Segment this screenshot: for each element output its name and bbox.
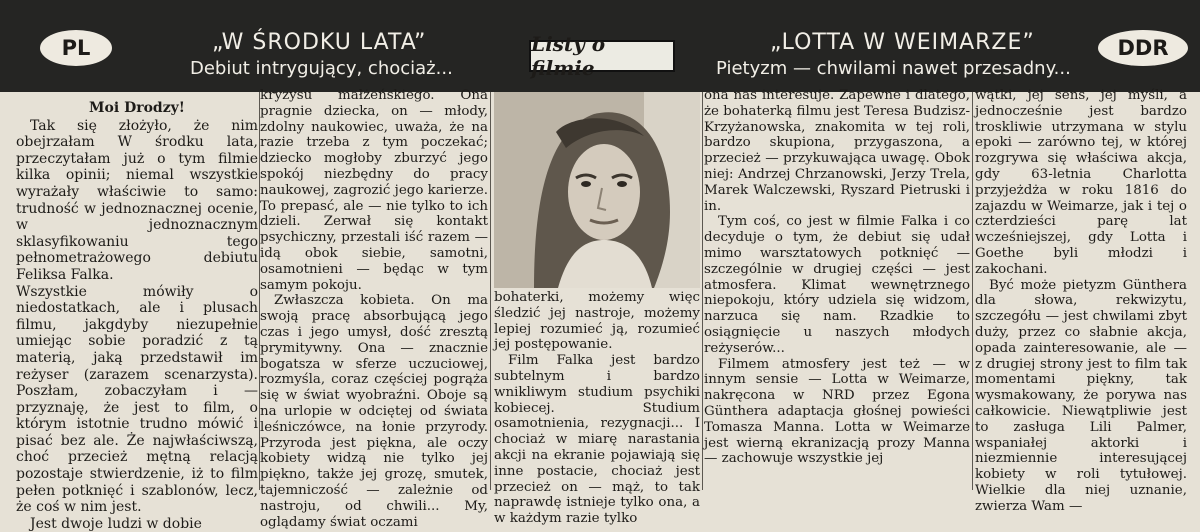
paragraph: bohaterki, możemy więc śledzić jej nastroje, możemy lepiej rozumieć ją, rozumieć jej postępowanie. bbox=[494, 290, 700, 353]
film-subtitle-right: Pietyzm — chwilami nawet przesadny... bbox=[716, 58, 1071, 79]
article-column-3 bbox=[494, 92, 700, 527]
column-divider bbox=[972, 92, 973, 490]
paragraph: Zwłaszcza kobieta. On ma swoją pracę absorbującą jego czas i jego umysł, dość zresztą prymitywny. Ona — znacznie bogatsza w sferze uczuciowej, rozmyśla, coraz częściej pogrąża się w świat wyobraźni. Oboje są na urlopie w odciętej od świata leśniczówce, na łonie przyrody. Przyroda jest piękna, ale oczy kobiety widzą nie tylko jej piękno, także jej grozę, smutek, tajemniczość — zależnie od nastroju, od chwili... My, oglądamy świat oczami bbox=[260, 293, 488, 530]
paragraph: Tak się złożyło, że nim obejrzałam W środku lata, przeczytałam już o tym filmie kilka opinii; niemal wszystkie wyrażały właściwie to samo: trudność w jednoznacznej ocenie, w jednoznacznym sklasyfikowaniu tego pełnometrażowego debiutu Feliksa Falka. bbox=[16, 117, 258, 283]
column-divider bbox=[702, 92, 703, 490]
paragraph: Filmem atmosfery jest też — w innym sensie — Lotta w Weimarze, nakręcona w NRD przez Egona Günthera adaptacja głośnej powieści Tomasza Manna. Lotta w Weimarze jest wierną ekranizacją prozy Manna — zachowuje wszystkie jej bbox=[704, 356, 970, 467]
paragraph: kryzysu małżeńskiego. Ona pragnie dziecka, on — młody, zdolny naukowiec, uważa, że na razie trzeba z tym poczekać; dziecko mogłoby zburzyć jego spokój niezbędny do pracy naukowej, zagrozić jego karierze. To prepasć, ale — nie tylko to ich dzieli. Zerwał się kontakt psychiczny, przestali iść razem — idą obok siebie, samotni, osamotnieni — będąc w tym samym pokoju. bbox=[260, 88, 488, 293]
actress-portrait-photo bbox=[494, 92, 700, 288]
column-rubric: Listy o filmie bbox=[529, 40, 675, 72]
paragraph: Jest dwoje ludzi w dobie bbox=[30, 515, 202, 532]
portrait-illustration bbox=[494, 92, 700, 288]
letter-greeting: Moi Drodzy! bbox=[89, 100, 185, 116]
article-column-2 bbox=[260, 88, 488, 530]
paragraph: Być może pietyzm Günthera dla słowa, rekwizytu, szczegółu — jest chwilami zbyt duży, przez co słabnie akcja, opada zainteresowanie, ale — z drugiej strony jest to film tak momentami piękny, tak wysmakowany, że porywa nas całkowicie. Niewątpliwie jest to zasługa Lili Palmer, wspaniałej aktorki i niezmiennie interesującej kobiety w roli tytułowej. Wielkie dla niej uznanie, zwierza Wam — bbox=[975, 277, 1187, 514]
country-badge-pl: PL bbox=[40, 30, 112, 66]
paragraph: Wszystkie mówiły o niedostatkach, ale i plusach filmu, jakgdyby niezupełnie umiejąc sobie poradzić z tą materią, jaką przedstawił im reżyser (zarazem scenarzysta). Poszłam, zobaczyłam i — przyznaję, że jest to film, o którym istotnie trudno mówić i pisać bez ale. Że najwłaściwszą, choć przecież mętną relacją pozostaje stwierdzenie, iż to film pełen potknięć i szablonów, lecz, że coś w nim jest. bbox=[16, 283, 258, 516]
header-banner bbox=[0, 0, 1200, 92]
article-column-4 bbox=[704, 88, 970, 490]
paragraph: Film Falka jest bardzo subtelnym i bardzo wnikliwym studium psychiki kobiecej. Studium osamotnienia, rezygnacji... I chociaż w miarę narastania akcji na ekranie pojawiają się inne postacie, chociaż jest przecież on — mąż, to tak naprawdę istnieje tylko ona, a w każdym razie tylko bbox=[494, 353, 700, 527]
paragraph: Tym coś, co jest w filmie Falka i co decyduje o tym, że debiut się udał mimo warsztatowych potknięć — szczególnie w drugiej części — jest atmosfera. Klimat wewnętrznego niepokoju, który udziela się widzom, narzuca się nam. Rzadkie to osiągnięcie u naszych młodych reżyserów... bbox=[704, 214, 970, 356]
column-divider bbox=[490, 92, 491, 490]
paragraph: wątki, jej sens, jej myśli, a jednocześnie jest bardzo troskliwie utrzymana w stylu epoki — zarówno tej, w której rozgrywa się właściwa akcja, gdy 63-letnia Charlotta przyjeżdża w roku 1816 do zajazdu w Weimarze, jak i tej o czterdzieści parę lat wcześniejszej, gdy Lotta i Goethe byli młodzi i zakochani. bbox=[975, 88, 1187, 277]
article-column-1 bbox=[16, 92, 258, 532]
film-title-right: „LOTTA W WEIMARZE” bbox=[770, 30, 1035, 55]
film-title-left: „W ŚRODKU LATA” bbox=[212, 30, 427, 55]
country-badge-ddr: DDR bbox=[1098, 30, 1188, 66]
paragraph: ona nas interesuje. Zapewne i dlatego, że bohaterką filmu jest Teresa Budzisz-Krzyżanowska, znakomita w tej roli, bardzo skupiona, przygaszona, a przecież — przykuwająca uwagę. Obok niej: Andrzej Chrzanowski, Jerzy Trela, Marek Walczewski, Ryszard Pietruski i in. bbox=[704, 88, 970, 214]
article-column-5 bbox=[975, 88, 1187, 514]
film-subtitle-left: Debiut intrygujący, chociaż... bbox=[190, 58, 453, 79]
